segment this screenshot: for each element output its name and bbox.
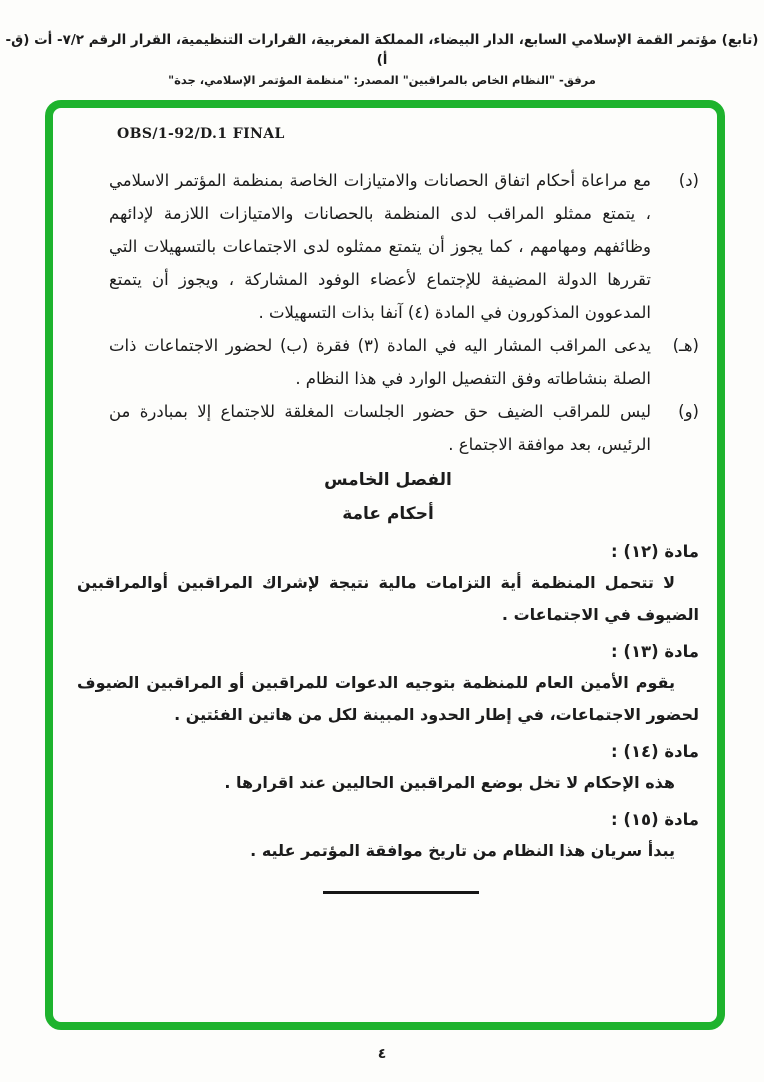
article-15 — [77, 805, 699, 867]
paragraph-h — [77, 329, 699, 395]
document-body — [53, 110, 717, 894]
header-source-line: (تابع) مؤتمر القمة الإسلامي السابع، الدار البيضاء، المملكة المغربية، القرارات التنظيمية، القرار الرقم ٧/٢- أت (ق- أ) — [5, 32, 759, 68]
article-14-heading: مادة (١٤) : — [611, 742, 699, 761]
article-13-heading: مادة (١٣) : — [611, 642, 699, 661]
paragraph-d — [77, 164, 699, 329]
article-14-text: هذه الإحكام لا تخل بوضع المراقبين الحاليين عند اقرارها . — [224, 773, 675, 792]
page-number: ٤ — [377, 1046, 387, 1062]
document-reference: OBS/1-92/D.1 FINAL — [117, 126, 285, 142]
paragraph-d-text: مع مراعاة أحكام اتفاق الحصانات والامتيازات الخاصة بمنظمة المؤتمر الاسلامي ، يتمتع ممثلو المراقب لدى المنظمة بالحصانات والامتيازات اللازمة لإدائهم وظائفهم ومهامهم ، كما يجوز أن يتمتع ممثلوه لدى الاجتماعات بالتسهيلات التي تقررها الدولة المضيفة للإجتماع لأعضاء الوفود المشاركة ، ويجوز أن يتمتع المدعوون المذكورون في المادة (٤) آنفا بذات التسهيلات . — [109, 171, 651, 322]
article-13 — [77, 637, 699, 731]
article-15-heading: مادة (١٥) : — [611, 810, 699, 829]
paragraph-h-label: (هـ) — [672, 336, 699, 355]
header-annex-line: مرفق- "النظام الخاص بالمراقبين" المصدر: "منظمة المؤتمر الإسلامي، جدة" — [168, 73, 596, 87]
article-15-text: يبدأ سريان هذا النظام من تاريخ موافقة المؤتمر عليه . — [250, 841, 675, 860]
paragraph-h-text: يدعى المراقب المشار اليه في المادة (٣) فقرة (ب) لحضور الاجتماعات ذات الصلة بنشاطاته وفق التفصيل الوارد في هذا النظام . — [109, 336, 651, 388]
article-14 — [77, 737, 699, 799]
paragraph-d-label: (د) — [678, 171, 699, 190]
chapter-title: الفصل الخامس — [324, 470, 452, 490]
end-divider-line — [323, 891, 479, 894]
page-header — [0, 30, 764, 89]
article-12-heading: مادة (١٢) : — [611, 542, 699, 561]
paragraph-w-text: ليس للمراقب الضيف حق حضور الجلسات المغلقة للاجتماع إلا بمبادرة من الرئيس، بعد موافقة الاجتماع . — [109, 402, 651, 454]
chapter-subtitle: أحكام عامة — [342, 504, 434, 524]
article-13-text: يقوم الأمين العام للمنظمة بتوجيه الدعوات للمراقبين أو المراقبين الضيوف لحضور الاجتماعات، في إطار الحدود المبينة لكل من هاتين الفئتين . — [77, 673, 699, 724]
article-12-text: لا تتحمل المنظمة أية التزامات مالية نتيجة لإشراك المراقبين أوالمراقبين الضيوف في الاجتماعات . — [77, 573, 699, 624]
paragraph-w-label: (و) — [678, 402, 699, 421]
article-12 — [77, 537, 699, 631]
paragraph-w — [77, 395, 699, 461]
